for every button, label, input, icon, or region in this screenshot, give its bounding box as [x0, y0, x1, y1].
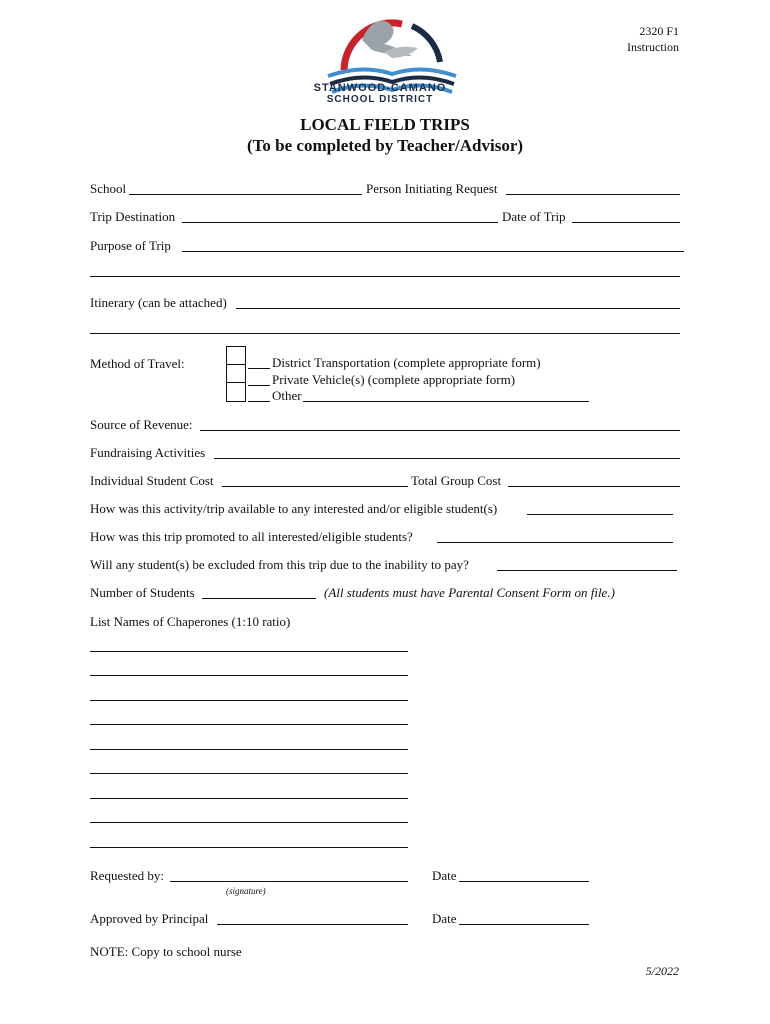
fundraising-label: Fundraising Activities — [90, 445, 206, 460]
q-excluded-label: Will any student(s) be excluded from this trip due to the inability to pay? — [90, 557, 469, 572]
destination-field[interactable] — [182, 222, 498, 223]
student-cost-label: Individual Student Cost — [90, 473, 214, 488]
chaperone-line-9[interactable] — [90, 847, 408, 848]
chaperone-line-1[interactable] — [90, 651, 408, 652]
form-title: LOCAL FIELD TRIPS — [300, 115, 470, 134]
consent-note: (All students must have Parental Consent Form on file.) — [324, 585, 615, 600]
itinerary-field-2[interactable] — [90, 333, 680, 334]
form-type: Instruction — [627, 40, 679, 54]
logo-line2: SCHOOL DISTRICT — [326, 94, 434, 105]
school-field[interactable] — [129, 194, 362, 195]
purpose-field[interactable] — [182, 251, 684, 252]
district-transport-checkbox[interactable] — [226, 346, 246, 366]
logo-line1: STANWOOD-CAMANO — [313, 82, 447, 94]
date2-field[interactable] — [459, 924, 589, 925]
revenue-field[interactable] — [200, 430, 680, 431]
destination-label: Trip Destination — [90, 209, 176, 224]
q-excluded-field[interactable] — [497, 570, 677, 571]
chaperone-line-4[interactable] — [90, 724, 408, 725]
other-field[interactable] — [303, 401, 589, 402]
form-subtitle: (To be completed by Teacher/Advisor) — [246, 136, 524, 155]
student-cost-field[interactable] — [222, 486, 408, 487]
requested-by-label: Requested by: — [90, 868, 165, 883]
signature-caption: (signature) — [226, 886, 266, 896]
person-label: Person Initiating Request — [366, 181, 498, 196]
purpose-field-2[interactable] — [90, 276, 680, 277]
q-available-label: How was this activity/trip available to any interested and/or eligible student(s) — [90, 501, 498, 516]
chaperone-line-3[interactable] — [90, 700, 408, 701]
school-label: School — [90, 181, 127, 196]
date1-field[interactable] — [459, 881, 589, 882]
itinerary-field[interactable] — [236, 308, 680, 309]
chaperones-label: List Names of Chaperones (1:10 ratio) — [90, 614, 291, 629]
chaperone-line-2[interactable] — [90, 675, 408, 676]
group-cost-field[interactable] — [508, 486, 680, 487]
travel-option-other: Other — [272, 388, 302, 403]
revenue-label: Source of Revenue: — [90, 417, 193, 432]
other-checkbox[interactable] — [226, 382, 246, 402]
date-of-trip-label: Date of Trip — [502, 209, 566, 224]
date2-label: Date — [432, 911, 457, 926]
q-promoted-label: How was this trip promoted to all interested/eligible students? — [90, 529, 413, 544]
fundraising-field[interactable] — [214, 458, 680, 459]
q-available-field[interactable] — [527, 514, 673, 515]
group-cost-label: Total Group Cost — [411, 473, 502, 488]
approved-by-label: Approved by Principal — [90, 911, 209, 926]
form-code: 2320 F1 — [639, 24, 679, 38]
private-vehicle-checkbox[interactable] — [226, 364, 246, 384]
travel-option-district: District Transportation (complete appropriate form) — [272, 355, 541, 370]
requested-by-field[interactable] — [170, 881, 408, 882]
travel-option-private: Private Vehicle(s) (complete appropriate form) — [272, 372, 516, 387]
purpose-label: Purpose of Trip — [90, 238, 171, 253]
revision-date: 5/2022 — [645, 964, 679, 978]
nurse-note: NOTE: Copy to school nurse — [90, 944, 242, 959]
chaperone-line-6[interactable] — [90, 773, 408, 774]
chaperone-line-8[interactable] — [90, 822, 408, 823]
chaperone-line-5[interactable] — [90, 749, 408, 750]
chaperone-line-7[interactable] — [90, 798, 408, 799]
date-of-trip-field[interactable] — [572, 222, 680, 223]
method-label: Method of Travel: — [90, 356, 185, 371]
approved-by-field[interactable] — [217, 924, 408, 925]
num-students-field[interactable] — [202, 598, 316, 599]
date1-label: Date — [432, 868, 457, 883]
itinerary-label: Itinerary (can be attached) — [90, 295, 227, 310]
person-field[interactable] — [506, 194, 680, 195]
q-promoted-field[interactable] — [437, 542, 673, 543]
num-students-label: Number of Students — [90, 585, 195, 600]
